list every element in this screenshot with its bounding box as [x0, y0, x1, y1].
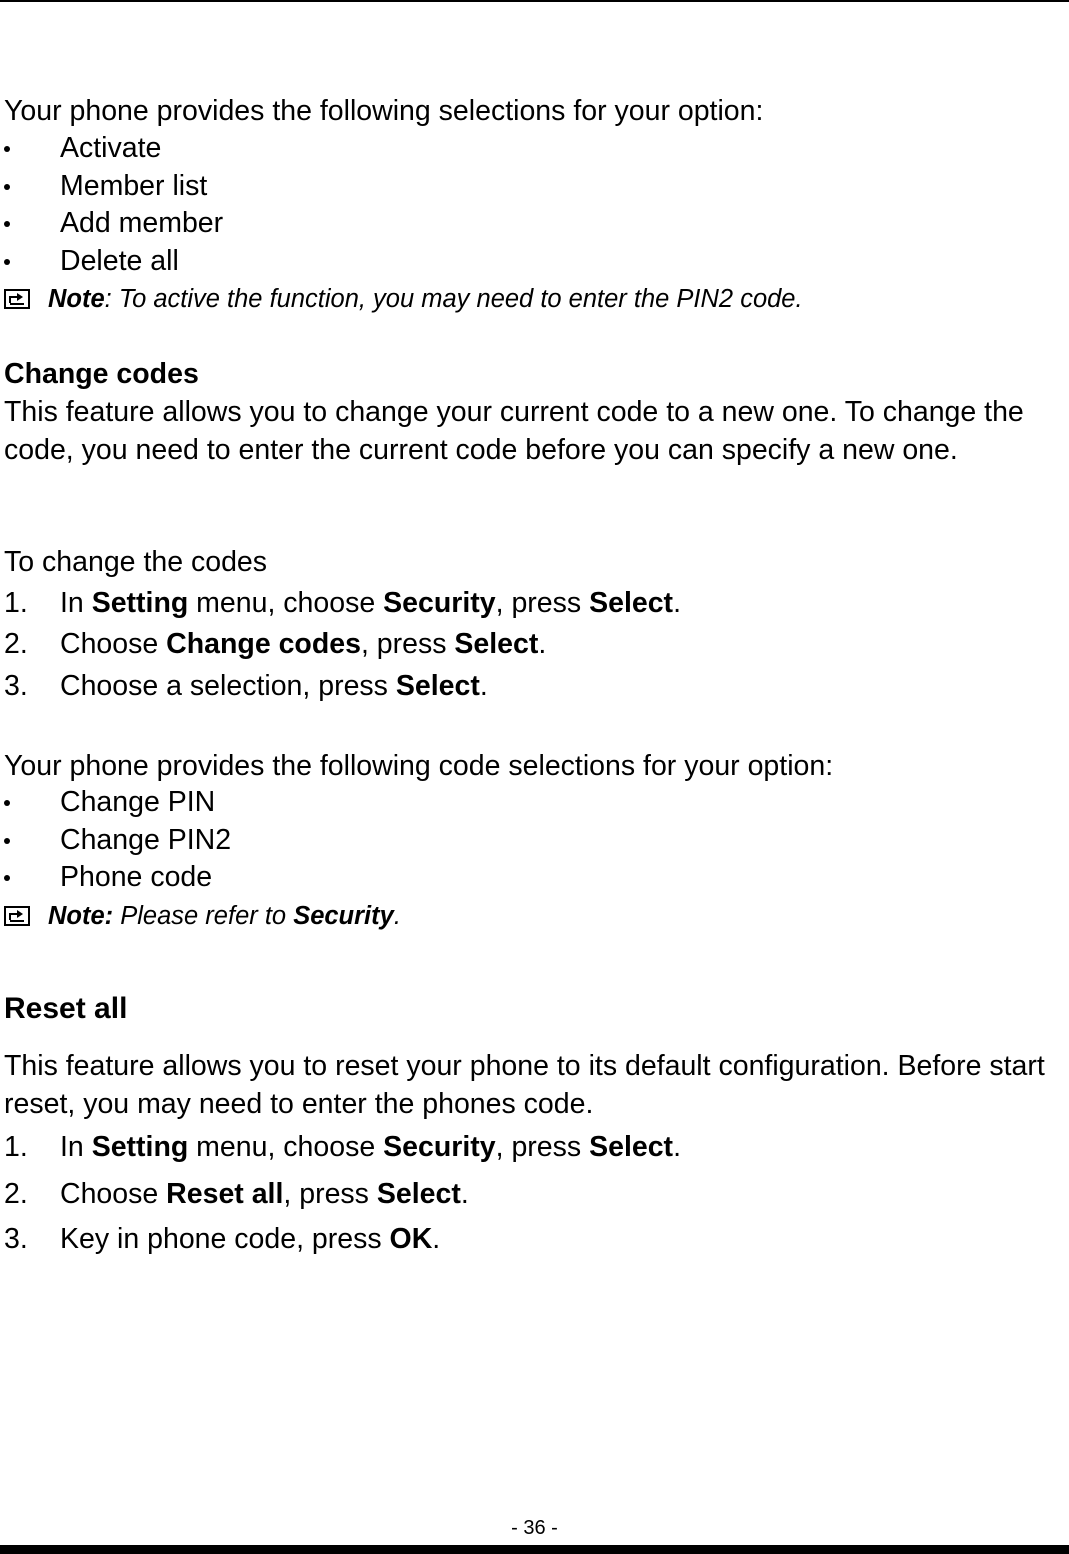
options-intro: Your phone provides the following selections for your option: — [4, 95, 764, 127]
bullet-icon — [4, 875, 10, 881]
reset-all-description: This feature allows you to reset your phone to its default configuration. Before start reset, you may need to enter the phones code. — [4, 1050, 1045, 1120]
section-heading-reset-all: Reset all — [4, 992, 128, 1025]
change-codes-description: This feature allows you to change your current code to a new one. To change the code, you need to enter the current code before you can specify a new one. — [4, 396, 1024, 466]
note-text: : To active the function, you may need to enter the PIN2 code. — [104, 285, 803, 313]
bullet-icon — [4, 184, 10, 190]
note-label: Note — [48, 285, 105, 313]
bullet-icon — [4, 146, 10, 152]
bullet-icon — [4, 259, 10, 265]
note-label: Note: — [48, 902, 114, 930]
top-rule — [0, 0, 1069, 2]
code-options-intro: Your phone provides the following code selections for your option: — [4, 750, 834, 782]
note-icon — [4, 906, 30, 926]
section-heading-change-codes: Change codes — [4, 358, 199, 390]
bottom-rule — [0, 1545, 1069, 1554]
note-icon — [4, 289, 30, 309]
bullet-icon — [4, 800, 10, 806]
page-number: - 36 - — [511, 1517, 558, 1539]
bullet-icon — [4, 838, 10, 844]
steps-intro: To change the codes — [4, 546, 268, 578]
bullet-icon — [4, 221, 10, 227]
